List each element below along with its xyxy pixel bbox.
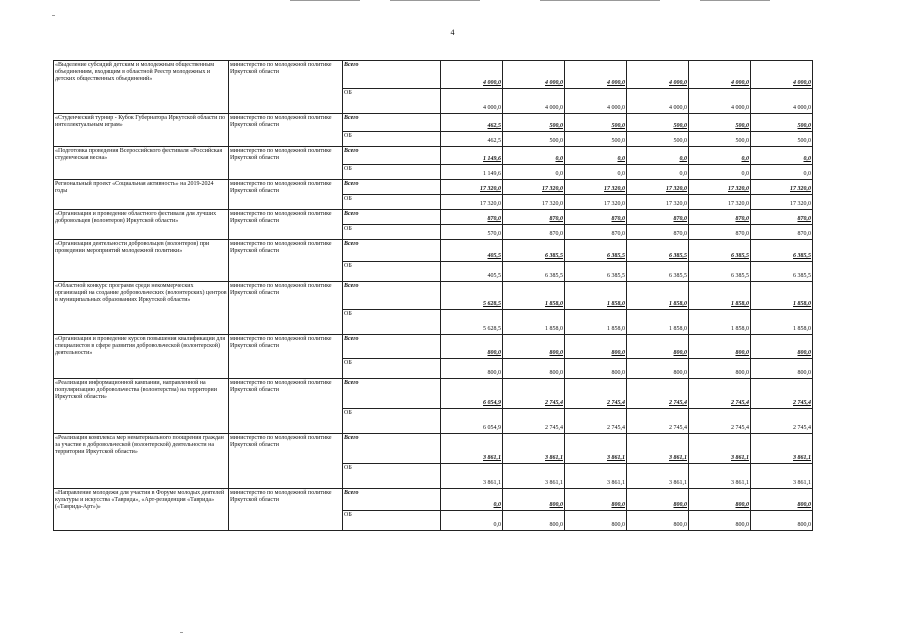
source-total-label: Всего (343, 180, 441, 195)
table-row (54, 335, 813, 359)
total-value-cell: 800,0 (565, 335, 627, 359)
table-row (54, 282, 813, 310)
total-value-cell: 3 861,1 (503, 434, 565, 464)
executor-name: министерство по молодежной политике Иркутской области (229, 489, 343, 531)
budget-table (53, 60, 813, 531)
ob-value-cell: 0,0 (689, 165, 751, 180)
ob-value-cell: 2 745,4 (627, 409, 689, 434)
total-value-cell: 4 000,0 (503, 61, 565, 89)
ob-value-cell: 6 385,5 (751, 262, 813, 282)
total-value-cell: 6 054,9 (441, 379, 503, 409)
total-value-cell: 500,0 (565, 114, 627, 132)
total-value-cell: 1 858,0 (565, 282, 627, 310)
total-value-cell: 3 861,1 (751, 434, 813, 464)
ob-value-cell: 800,0 (689, 359, 751, 379)
ob-value-cell: 800,0 (627, 359, 689, 379)
measure-name: «Подготовка проведения Всероссийского фестиваля «Российская студенческая весна» (54, 147, 229, 180)
total-value-cell: 1 149,6 (441, 147, 503, 165)
table-row (54, 434, 813, 464)
executor-name: министерство по молодежной политике Иркутской области (229, 434, 343, 489)
total-value-cell: 870,0 (441, 210, 503, 225)
total-value-cell: 870,0 (751, 210, 813, 225)
total-value-cell: 0,0 (689, 147, 751, 165)
total-value-cell: 3 861,1 (689, 434, 751, 464)
ob-value-cell: 870,0 (627, 225, 689, 240)
source-ob-label: ОБ (343, 225, 441, 240)
measure-name: Региональный проект «Социальная активность» на 2019-2024 годы (54, 180, 229, 210)
total-value-cell: 500,0 (503, 114, 565, 132)
total-value-cell: 17 320,0 (565, 180, 627, 195)
source-ob-label: ОБ (343, 132, 441, 147)
source-total-label: Всего (343, 61, 441, 89)
ob-value-cell: 1 858,0 (627, 310, 689, 335)
ob-value-cell: 17 320,0 (751, 195, 813, 210)
scan-line (700, 0, 770, 1)
measure-name: «Организация деятельности добровольцев (волонтеров) при проведении мероприятий молодежной политики» (54, 240, 229, 282)
table-row (54, 489, 813, 511)
ob-value-cell: 800,0 (565, 359, 627, 379)
table-row (54, 210, 813, 225)
total-value-cell: 4 000,0 (627, 61, 689, 89)
ob-value-cell: 570,0 (441, 225, 503, 240)
total-value-cell: 0,0 (441, 489, 503, 511)
total-value-cell: 6 385,5 (565, 240, 627, 262)
ob-value-cell: 1 858,0 (565, 310, 627, 335)
ob-value-cell: 500,0 (751, 132, 813, 147)
ob-value-cell: 1 858,0 (689, 310, 751, 335)
measure-name: «Реализация информационной кампании, направленной на популяризацию добровольчества (волонтерства) на территории Иркутской области» (54, 379, 229, 434)
total-value-cell: 500,0 (627, 114, 689, 132)
ob-value-cell: 405,5 (441, 262, 503, 282)
ob-value-cell: 870,0 (751, 225, 813, 240)
scan-mark (180, 632, 183, 633)
executor-name: министерство по молодежной политике Иркутской области (229, 180, 343, 210)
ob-value-cell: 5 628,5 (441, 310, 503, 335)
ob-value-cell: 2 745,4 (565, 409, 627, 434)
ob-value-cell: 1 149,6 (441, 165, 503, 180)
measure-name: «Направление молодежи для участия в Форуме молодых деятелей культуры и искусства «Таврида», «Арт-резиденция «Таврида» («Таврида-Арт»)» (54, 489, 229, 531)
ob-value-cell: 800,0 (565, 511, 627, 531)
source-total-label: Всего (343, 114, 441, 132)
total-value-cell: 870,0 (565, 210, 627, 225)
ob-value-cell: 4 000,0 (627, 89, 689, 114)
executor-name: министерство по молодежной политике Иркутской области (229, 240, 343, 282)
source-total-label: Всего (343, 379, 441, 409)
scan-line (390, 0, 480, 1)
source-total-label: Всего (343, 147, 441, 165)
ob-value-cell: 800,0 (503, 359, 565, 379)
source-ob-label: ОБ (343, 511, 441, 531)
total-value-cell: 800,0 (503, 335, 565, 359)
total-value-cell: 5 628,5 (441, 282, 503, 310)
table-row (54, 240, 813, 262)
measure-name: «Реализация комплекса мер нематериального поощрения граждан за участие в добровольческой (волонтерской) деятельности на территории Иркутской области» (54, 434, 229, 489)
ob-value-cell: 4 000,0 (751, 89, 813, 114)
source-total-label: Всего (343, 489, 441, 511)
table-row (54, 180, 813, 195)
total-value-cell: 6 385,5 (627, 240, 689, 262)
total-value-cell: 800,0 (627, 489, 689, 511)
total-value-cell: 870,0 (627, 210, 689, 225)
ob-value-cell: 462,5 (441, 132, 503, 147)
total-value-cell: 6 385,5 (503, 240, 565, 262)
ob-value-cell: 6 385,5 (503, 262, 565, 282)
total-value-cell: 17 320,0 (689, 180, 751, 195)
ob-value-cell: 2 745,4 (751, 409, 813, 434)
ob-value-cell: 800,0 (751, 359, 813, 379)
executor-name: министерство по молодежной политике Иркутской области (229, 147, 343, 180)
ob-value-cell: 870,0 (689, 225, 751, 240)
total-value-cell: 4 000,0 (689, 61, 751, 89)
total-value-cell: 405,5 (441, 240, 503, 262)
total-value-cell: 800,0 (689, 489, 751, 511)
ob-value-cell: 0,0 (441, 511, 503, 531)
total-value-cell: 1 858,0 (751, 282, 813, 310)
source-total-label: Всего (343, 282, 441, 310)
total-value-cell: 800,0 (689, 335, 751, 359)
source-ob-label: ОБ (343, 165, 441, 180)
total-value-cell: 0,0 (503, 147, 565, 165)
source-ob-label: ОБ (343, 464, 441, 489)
executor-name: министерство по молодежной политике Иркутской области (229, 114, 343, 147)
ob-value-cell: 3 861,1 (627, 464, 689, 489)
ob-value-cell: 4 000,0 (441, 89, 503, 114)
ob-value-cell: 870,0 (503, 225, 565, 240)
measure-name: «Областной конкурс программ среди некоммерческих организаций на создание добровольческих (волонтерских) центров в муниципальных образованиях Иркутской области» (54, 282, 229, 335)
ob-value-cell: 6 385,5 (689, 262, 751, 282)
total-value-cell: 2 745,4 (503, 379, 565, 409)
ob-value-cell: 4 000,0 (503, 89, 565, 114)
source-ob-label: ОБ (343, 89, 441, 114)
source-total-label: Всего (343, 210, 441, 225)
ob-value-cell: 0,0 (565, 165, 627, 180)
source-ob-label: ОБ (343, 310, 441, 335)
ob-value-cell: 800,0 (503, 511, 565, 531)
executor-name: министерство по молодежной политике Иркутской области (229, 61, 343, 114)
executor-name: министерство по молодежной политике Иркутской области (229, 335, 343, 379)
total-value-cell: 6 385,5 (751, 240, 813, 262)
ob-value-cell: 500,0 (627, 132, 689, 147)
source-ob-label: ОБ (343, 409, 441, 434)
total-value-cell: 2 745,4 (751, 379, 813, 409)
scan-mark (52, 15, 55, 16)
ob-value-cell: 6 385,5 (565, 262, 627, 282)
ob-value-cell: 17 320,0 (503, 195, 565, 210)
source-ob-label: ОБ (343, 359, 441, 379)
total-value-cell: 4 000,0 (441, 61, 503, 89)
total-value-cell: 3 861,1 (627, 434, 689, 464)
measure-name: «Организация и проведение областного фестиваля для лучших добровольцев (волонтеров) Иркутской области» (54, 210, 229, 240)
ob-value-cell: 2 745,4 (503, 409, 565, 434)
ob-value-cell: 800,0 (627, 511, 689, 531)
executor-name: министерство по молодежной политике Иркутской области (229, 210, 343, 240)
page-number: 4 (450, 28, 455, 37)
total-value-cell: 1 858,0 (627, 282, 689, 310)
total-value-cell: 800,0 (627, 335, 689, 359)
total-value-cell: 800,0 (751, 489, 813, 511)
executor-name: министерство по молодежной политике Иркутской области (229, 379, 343, 434)
total-value-cell: 17 320,0 (441, 180, 503, 195)
ob-value-cell: 500,0 (565, 132, 627, 147)
measure-name: «Организация и проведение курсов повышения квалификации для специалистов в сфере развития добровольческой (волонтерской) деятельности» (54, 335, 229, 379)
total-value-cell: 17 320,0 (627, 180, 689, 195)
ob-value-cell: 17 320,0 (627, 195, 689, 210)
ob-value-cell: 800,0 (751, 511, 813, 531)
total-value-cell: 2 745,4 (689, 379, 751, 409)
ob-value-cell: 1 858,0 (503, 310, 565, 335)
total-value-cell: 0,0 (627, 147, 689, 165)
total-value-cell: 462,5 (441, 114, 503, 132)
total-value-cell: 1 858,0 (689, 282, 751, 310)
ob-value-cell: 3 861,1 (689, 464, 751, 489)
source-total-label: Всего (343, 240, 441, 262)
table-row (54, 114, 813, 132)
total-value-cell: 0,0 (565, 147, 627, 165)
ob-value-cell: 6 385,5 (627, 262, 689, 282)
ob-value-cell: 500,0 (689, 132, 751, 147)
total-value-cell: 800,0 (503, 489, 565, 511)
total-value-cell: 3 861,1 (565, 434, 627, 464)
ob-value-cell: 4 000,0 (565, 89, 627, 114)
ob-value-cell: 0,0 (503, 165, 565, 180)
total-value-cell: 800,0 (751, 335, 813, 359)
total-value-cell: 870,0 (689, 210, 751, 225)
table-row (54, 147, 813, 165)
table-row (54, 379, 813, 409)
ob-value-cell: 1 858,0 (751, 310, 813, 335)
executor-name: министерство по молодежной политике Иркутской области (229, 282, 343, 335)
table-row (54, 61, 813, 89)
ob-value-cell: 17 320,0 (689, 195, 751, 210)
ob-value-cell: 6 054,9 (441, 409, 503, 434)
total-value-cell: 500,0 (689, 114, 751, 132)
total-value-cell: 500,0 (751, 114, 813, 132)
measure-name: «Студенческий турнир - Кубок Губернатора Иркутской области по интеллектуальным играм» (54, 114, 229, 147)
ob-value-cell: 3 861,1 (565, 464, 627, 489)
total-value-cell: 2 745,4 (627, 379, 689, 409)
total-value-cell: 0,0 (751, 147, 813, 165)
total-value-cell: 2 745,4 (565, 379, 627, 409)
ob-value-cell: 17 320,0 (565, 195, 627, 210)
source-total-label: Всего (343, 434, 441, 464)
total-value-cell: 800,0 (565, 489, 627, 511)
source-ob-label: ОБ (343, 262, 441, 282)
ob-value-cell: 800,0 (689, 511, 751, 531)
total-value-cell: 17 320,0 (751, 180, 813, 195)
total-value-cell: 3 861,1 (441, 434, 503, 464)
ob-value-cell: 870,0 (565, 225, 627, 240)
ob-value-cell: 0,0 (751, 165, 813, 180)
ob-value-cell: 500,0 (503, 132, 565, 147)
total-value-cell: 4 000,0 (751, 61, 813, 89)
ob-value-cell: 3 861,1 (441, 464, 503, 489)
table-body (54, 61, 813, 531)
ob-value-cell: 3 861,1 (751, 464, 813, 489)
total-value-cell: 6 385,5 (689, 240, 751, 262)
ob-value-cell: 0,0 (627, 165, 689, 180)
measure-name: «Выделение субсидий детским и молодежным общественным объединениям, входящим в областной Реестр молодежных и детских общественных объединений» (54, 61, 229, 114)
ob-value-cell: 17 320,0 (441, 195, 503, 210)
scan-line (290, 0, 360, 1)
total-value-cell: 17 320,0 (503, 180, 565, 195)
source-ob-label: ОБ (343, 195, 441, 210)
ob-value-cell: 2 745,4 (689, 409, 751, 434)
ob-value-cell: 3 861,1 (503, 464, 565, 489)
total-value-cell: 1 858,0 (503, 282, 565, 310)
total-value-cell: 870,0 (503, 210, 565, 225)
scan-line (540, 0, 660, 1)
source-total-label: Всего (343, 335, 441, 359)
total-value-cell: 4 000,0 (565, 61, 627, 89)
ob-value-cell: 4 000,0 (689, 89, 751, 114)
ob-value-cell: 800,0 (441, 359, 503, 379)
total-value-cell: 800,0 (441, 335, 503, 359)
